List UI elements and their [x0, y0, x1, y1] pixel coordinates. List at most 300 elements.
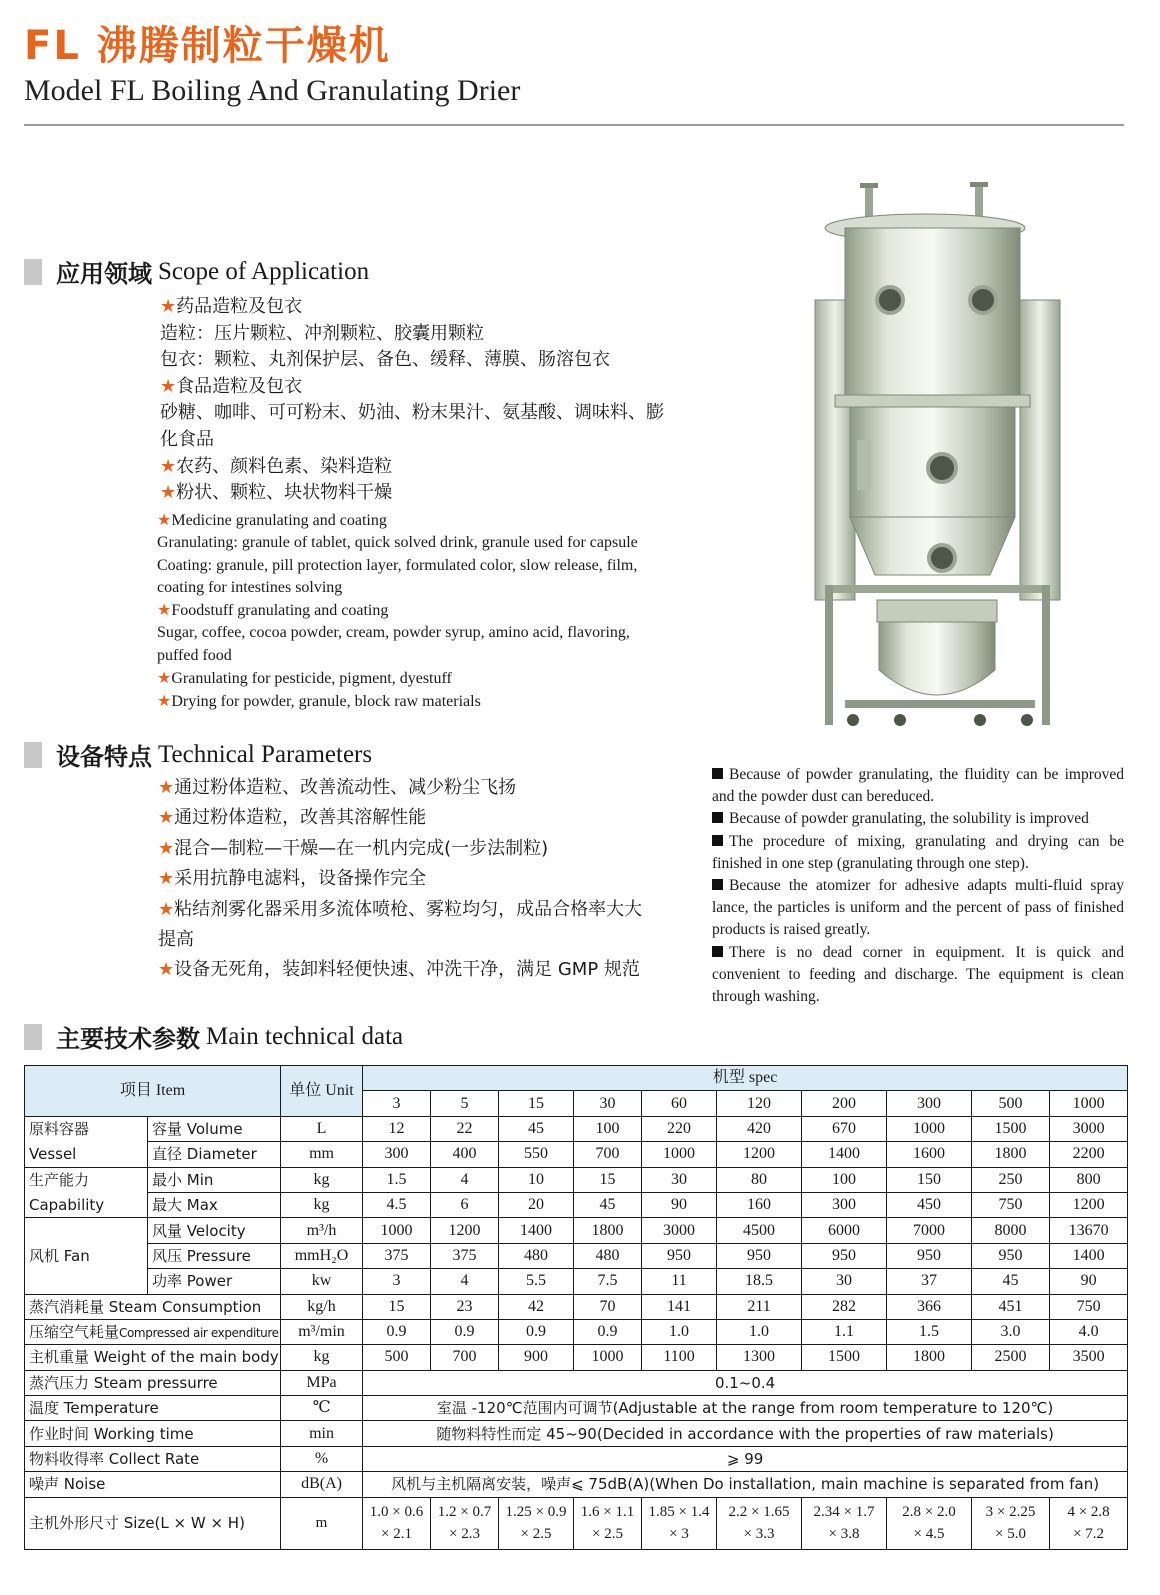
row-label: 物料收得率 Collect Rate	[25, 1446, 281, 1471]
size-line: 1.25 × 0.9	[505, 1504, 567, 1521]
size-line: × 2.3	[449, 1526, 480, 1543]
value-cell: 1.5	[887, 1319, 972, 1344]
list-item-text: The procedure of mixing, granulating and drying can be finished in one step (granulating through one step).	[712, 832, 1124, 872]
row-label-text: 主机重量 Weight of the main body	[29, 1348, 279, 1367]
value-cell: 800	[1050, 1167, 1128, 1192]
spec-cell: 200	[802, 1091, 887, 1116]
table-row	[25, 1446, 1128, 1471]
value-cell: 1800	[574, 1218, 642, 1243]
value-cell: 70	[574, 1294, 642, 1319]
page-title-en: Model FL Boiling And Granulating Drier	[24, 74, 521, 107]
row-label: 风量 Velocity	[148, 1218, 281, 1243]
value-cell: 220	[642, 1116, 717, 1141]
unit-cell: %	[281, 1446, 363, 1471]
size-line: × 3.8	[828, 1526, 860, 1543]
section-title-en: Main technical data	[206, 1022, 404, 1050]
size-cell	[363, 1497, 431, 1549]
star-icon: ★	[158, 959, 175, 981]
section-marker	[24, 259, 42, 285]
list-item	[158, 895, 718, 925]
unit-cell: dB(A)	[281, 1472, 363, 1497]
list-item	[712, 942, 1124, 1009]
value-cell: 1600	[887, 1142, 972, 1167]
list-item	[160, 347, 720, 374]
value-cell: 5.5	[499, 1269, 574, 1294]
value-cell: 1800	[887, 1345, 972, 1370]
list-item-text: Foodstuff granulating and coating	[171, 602, 389, 620]
value-cell: 6	[431, 1192, 499, 1217]
size-cell	[717, 1497, 802, 1549]
size-line: 3 × 2.25	[985, 1504, 1036, 1521]
list-item	[157, 577, 717, 599]
list-item	[157, 667, 717, 690]
value-cell: 4	[431, 1167, 499, 1192]
square-bullet-icon	[712, 812, 723, 823]
row-label: 作业时间 Working time	[25, 1421, 281, 1446]
section-title-cn: 应用领域	[56, 260, 152, 288]
value-cell: 4500	[717, 1218, 802, 1243]
value-cell: 451	[972, 1294, 1050, 1319]
value-cell: 45	[499, 1116, 574, 1141]
value-cell: 0.9	[431, 1319, 499, 1344]
value-cell: 7.5	[574, 1269, 642, 1294]
unit-cell: MPa	[281, 1370, 363, 1395]
list-item	[160, 294, 720, 321]
list-item	[157, 532, 717, 554]
list-item	[157, 622, 717, 644]
value-cell: 80	[717, 1167, 802, 1192]
row-label: 温度 Temperature	[25, 1396, 281, 1421]
unit-cell: m³/h	[281, 1218, 363, 1243]
span-value-cell: 0.1~0.4	[363, 1370, 1128, 1395]
section-title-en: Scope of Application	[158, 257, 370, 285]
size-line: 2.34 × 1.7	[813, 1504, 875, 1521]
size-line: 1.2 × 0.7	[437, 1504, 492, 1521]
span-value-cell: ⩾ 99	[363, 1446, 1128, 1471]
unit-cell: kg/h	[281, 1294, 363, 1319]
row-label-text: 压缩空气耗量	[29, 1322, 120, 1341]
value-cell: 1000	[574, 1345, 642, 1370]
value-cell: 10	[499, 1167, 574, 1192]
spec-cell: 1000	[1050, 1091, 1128, 1116]
star-icon: ★	[158, 837, 175, 859]
square-bullet-icon	[712, 835, 723, 846]
size-line: 2.8 × 2.0	[902, 1504, 956, 1521]
table-row	[25, 1142, 1128, 1167]
square-bullet-icon	[712, 946, 723, 957]
value-cell: 0.9	[499, 1319, 574, 1344]
size-line: 1.6 × 1.1	[580, 1504, 635, 1521]
value-cell: 42	[499, 1294, 574, 1319]
value-cell: 90	[642, 1192, 717, 1217]
table-row	[25, 1396, 1128, 1421]
value-cell: 750	[1050, 1294, 1128, 1319]
group-label: 风机 Fan	[25, 1218, 148, 1294]
unit-cell: ℃	[281, 1396, 363, 1421]
list-item-text: 食品造粒及包衣	[176, 375, 303, 397]
value-cell: 282	[802, 1294, 887, 1319]
list-item-text: 通过粉体造粒、改善流动性、减少粉尘飞扬	[174, 777, 517, 798]
table-row	[25, 1370, 1128, 1395]
value-cell: 22	[431, 1116, 499, 1141]
page-title-cn: FL 沸腾制粒干燥机	[24, 23, 391, 69]
size-line: × 2.1	[381, 1526, 412, 1543]
list-item	[160, 400, 720, 427]
unit-cell: m³/min	[281, 1319, 363, 1344]
star-icon: ★	[157, 691, 172, 711]
value-cell: 250	[972, 1167, 1050, 1192]
square-bullet-icon	[712, 768, 723, 779]
value-cell: 6000	[802, 1218, 887, 1243]
star-icon: ★	[158, 777, 175, 798]
table-row	[25, 1167, 1128, 1192]
value-cell: 1.0	[642, 1319, 717, 1344]
value-cell: 12	[363, 1116, 431, 1141]
value-cell: 7000	[887, 1218, 972, 1243]
list-item	[158, 864, 718, 894]
value-cell: 3.0	[972, 1319, 1050, 1344]
size-line: 1.0 × 0.6	[369, 1504, 424, 1521]
section-marker	[24, 742, 42, 768]
value-cell: 3500	[1050, 1345, 1128, 1370]
value-cell: 30	[642, 1167, 717, 1192]
value-cell: 90	[1050, 1269, 1128, 1294]
spec-cell: 300	[887, 1091, 972, 1116]
section-title-cn: 主要技术参数	[56, 1025, 200, 1053]
size-line: × 4.5	[913, 1526, 945, 1543]
value-cell: 141	[642, 1294, 717, 1319]
table-row	[25, 1421, 1128, 1446]
span-value-cell: 风机与主机隔离安装，噪声⩽ 75dB(A)(When Do installation, main machine is separated from fan)	[363, 1472, 1128, 1497]
spec-cell: 60	[642, 1091, 717, 1116]
table-row	[25, 1116, 1128, 1141]
value-cell: 4.0	[1050, 1319, 1128, 1344]
list-item	[712, 764, 1124, 808]
value-cell: 670	[802, 1116, 887, 1141]
star-icon: ★	[160, 455, 177, 477]
square-bullet-icon	[712, 879, 723, 890]
spec-cell: 500	[972, 1091, 1050, 1116]
section-heading-data	[24, 1019, 403, 1054]
size-cell	[1050, 1497, 1128, 1549]
list-item-text: 砂糖、咖啡、可可粉末、奶油、粉末果汁、氨基酸、调味料、膨	[160, 402, 664, 424]
table-row	[25, 1319, 1128, 1344]
list-item	[157, 509, 717, 532]
value-cell: 700	[574, 1142, 642, 1167]
list-item-text: Because of powder granulating, the solubility is improved	[729, 810, 1089, 828]
list-item-text: 包衣：颗粒、丸剂保护层、备色、缓释、薄膜、肠溶包衣	[160, 349, 610, 371]
list-item	[712, 831, 1124, 875]
size-cell	[972, 1497, 1050, 1549]
size-cell	[574, 1497, 642, 1549]
spec-cell: 3	[363, 1091, 431, 1116]
star-icon: ★	[158, 898, 175, 920]
size-cell	[802, 1497, 887, 1549]
list-item-text: 药品造粒及包衣	[176, 296, 303, 317]
row-label: 最大 Max	[148, 1192, 281, 1217]
list-item	[712, 808, 1124, 830]
value-cell: 100	[574, 1116, 642, 1141]
list-item	[160, 321, 720, 348]
list-item-text: 粉状、颗粒、块状物料干燥	[176, 482, 393, 504]
value-cell: 13670	[1050, 1218, 1128, 1243]
list-item-text: Sugar, coffee, cocoa powder, cream, powder syrup, amino acid, flavoring,	[157, 624, 630, 642]
group-label: Vessel	[25, 1142, 148, 1167]
list-item-text: 化食品	[160, 428, 214, 450]
value-cell: 450	[887, 1192, 972, 1217]
row-label: 蒸汽压力 Steam pressurre	[25, 1370, 281, 1395]
value-cell: 1500	[972, 1116, 1050, 1141]
section-title-en: Technical Parameters	[158, 740, 373, 768]
value-cell: 1400	[1050, 1243, 1128, 1268]
value-cell: 750	[972, 1192, 1050, 1217]
group-label: 原料容器	[25, 1116, 148, 1141]
spec-cell: 5	[431, 1091, 499, 1116]
value-cell: 4.5	[363, 1192, 431, 1217]
value-cell: 700	[431, 1345, 499, 1370]
row-label	[25, 1345, 281, 1370]
value-cell: 500	[363, 1345, 431, 1370]
list-item-text: 粘结剂雾化器采用多流体喷枪、雾粒均匀，成品合格率大大	[174, 898, 643, 920]
table-row	[25, 1345, 1128, 1370]
value-cell: 1.0	[717, 1319, 802, 1344]
value-cell: 480	[574, 1243, 642, 1268]
value-cell: 160	[717, 1192, 802, 1217]
size-line: × 7.2	[1073, 1526, 1105, 1543]
size-line: 4 × 2.8	[1067, 1504, 1110, 1521]
value-cell: 30	[802, 1269, 887, 1294]
spec-cell: 30	[574, 1091, 642, 1116]
features-cn-list	[158, 773, 718, 986]
list-item	[157, 555, 717, 577]
list-item	[158, 773, 718, 803]
value-cell: 15	[574, 1167, 642, 1192]
list-item-text: 农药、颜料色素、染料造粒	[176, 455, 393, 477]
star-icon: ★	[160, 375, 177, 397]
section-title-cn: 设备特点	[56, 743, 152, 771]
value-cell: 45	[574, 1192, 642, 1217]
group-label: 生产能力	[25, 1167, 148, 1192]
value-cell: 1000	[363, 1218, 431, 1243]
value-cell: 15	[363, 1294, 431, 1319]
table-row	[25, 1269, 1128, 1294]
star-icon: ★	[160, 296, 177, 317]
star-icon: ★	[160, 482, 177, 504]
value-cell: 100	[802, 1167, 887, 1192]
size-line: × 2.5	[592, 1526, 623, 1543]
list-item	[157, 645, 717, 667]
list-item-text: puffed food	[157, 646, 232, 664]
value-cell: 300	[363, 1142, 431, 1167]
value-cell: 150	[887, 1167, 972, 1192]
row-label	[25, 1319, 281, 1344]
list-item	[160, 374, 720, 401]
list-item	[158, 925, 718, 955]
unit-cell: min	[281, 1421, 363, 1446]
spec-cell: 120	[717, 1091, 802, 1116]
spec-cell: 15	[499, 1091, 574, 1116]
scope-cn-list	[160, 294, 720, 507]
star-icon: ★	[157, 600, 172, 620]
row-label: 主机外形尺寸 Size(L × W × H)	[25, 1497, 281, 1549]
value-cell: 1500	[802, 1345, 887, 1370]
size-line: × 3.3	[743, 1526, 775, 1543]
list-item	[157, 690, 717, 713]
row-label: 容量 Volume	[148, 1116, 281, 1141]
value-cell: 1000	[642, 1142, 717, 1167]
section-heading-features	[24, 737, 372, 772]
list-item-text: Coating: granule, pill protection layer, formulated color, slow release, film,	[157, 556, 638, 574]
value-cell: 1400	[802, 1142, 887, 1167]
section-heading-scope	[24, 254, 369, 289]
unit-cell: mm	[281, 1142, 363, 1167]
unit-cell: kg	[281, 1167, 363, 1192]
table-row	[25, 1497, 1128, 1549]
value-cell: 480	[499, 1243, 574, 1268]
unit-cell: m	[281, 1497, 363, 1549]
value-cell: 1100	[642, 1345, 717, 1370]
size-line: 1.85 × 1.4	[648, 1504, 710, 1521]
value-cell: 300	[802, 1192, 887, 1217]
list-item-text: There is no dead corner in equipment. It is quick and convenient to feeding and discharge. The equipment is clean through washing.	[712, 943, 1124, 1006]
list-item	[712, 875, 1124, 942]
list-item	[160, 427, 720, 454]
value-cell: 1800	[972, 1142, 1050, 1167]
list-item-text: 采用抗静电滤料，设备操作完全	[174, 868, 427, 890]
value-cell: 900	[499, 1345, 574, 1370]
value-cell: 950	[887, 1243, 972, 1268]
unit-cell: kg	[281, 1345, 363, 1370]
value-cell: 18.5	[717, 1269, 802, 1294]
size-line: × 5.0	[995, 1526, 1026, 1543]
value-cell: 23	[431, 1294, 499, 1319]
value-cell: 45	[972, 1269, 1050, 1294]
table-row	[25, 1243, 1128, 1268]
header-unit: 单位 Unit	[281, 1066, 363, 1117]
list-item-text: Medicine granulating and coating	[171, 512, 387, 529]
scope-en-list	[157, 509, 717, 714]
star-icon: ★	[158, 807, 175, 829]
star-icon: ★	[158, 868, 175, 890]
star-icon: ★	[157, 510, 172, 529]
value-cell: 1.1	[802, 1319, 887, 1344]
value-cell: 950	[642, 1243, 717, 1268]
table-row	[25, 1294, 1128, 1319]
size-line: × 2.5	[520, 1526, 552, 1543]
value-cell: 1200	[717, 1142, 802, 1167]
span-value-cell: 随物料特性而定 45~90(Decided in accordance with the properties of raw materials)	[363, 1421, 1128, 1446]
unit-cell: kg	[281, 1192, 363, 1217]
value-cell: 1300	[717, 1345, 802, 1370]
row-label-text: 蒸汽消耗量 Steam Consumption	[29, 1297, 262, 1316]
list-item	[158, 955, 718, 985]
list-item-text: Granulating: granule of tablet, quick solved drink, granule used for capsule	[157, 534, 638, 552]
value-cell: 950	[717, 1243, 802, 1268]
row-label: 直径 Diameter	[148, 1142, 281, 1167]
value-cell: 4	[431, 1269, 499, 1294]
list-item-text: 造粒：压片颗粒、冲剂颗粒、胶囊用颗粒	[160, 322, 484, 344]
header-spec: 机型 spec	[363, 1066, 1128, 1091]
list-item-text: Because the atomizer for adhesive adapts multi-fluid spray lance, the particles is uniform and the percent of pass of finished products is raised greatly.	[712, 877, 1124, 939]
value-cell: 0.9	[363, 1319, 431, 1344]
value-cell: 8000	[972, 1218, 1050, 1243]
star-icon: ★	[157, 668, 172, 688]
title-divider	[24, 124, 1124, 126]
value-cell: 211	[717, 1294, 802, 1319]
group-label: Capability	[25, 1192, 148, 1217]
value-cell: 3000	[642, 1218, 717, 1243]
row-label	[25, 1294, 281, 1319]
value-cell: 375	[363, 1243, 431, 1268]
features-en-list	[712, 764, 1124, 1008]
section-marker	[24, 1024, 42, 1050]
span-value-cell: 室温 -120℃范围内可调节(Adjustable at the range from room temperature to 120℃)	[363, 1396, 1128, 1421]
value-cell: 2500	[972, 1345, 1050, 1370]
size-cell	[887, 1497, 972, 1549]
value-cell: 1400	[499, 1218, 574, 1243]
unit-cell: L	[281, 1116, 363, 1141]
list-item-text: Because of powder granulating, the fluidity can be improved and the powder dust can bereduced.	[712, 766, 1124, 806]
value-cell: 20	[499, 1192, 574, 1217]
row-label: 功率 Power	[148, 1269, 281, 1294]
list-item-text: coating for intestines solving	[157, 578, 343, 596]
size-cell	[499, 1497, 574, 1549]
value-cell: 3	[363, 1269, 431, 1294]
technical-data-table	[24, 1065, 1128, 1550]
table-row	[25, 1472, 1128, 1497]
list-item	[160, 454, 720, 481]
fluid-bed-dryer-illustration	[805, 180, 1075, 750]
list-item-text: 混合—制粒—干燥—在一机内完成(一步法制粒)	[174, 837, 549, 859]
list-item-text: 通过粉体造粒，改善其溶解性能	[174, 807, 427, 829]
value-cell: 3000	[1050, 1116, 1128, 1141]
row-label: 最小 Min	[148, 1167, 281, 1192]
header-item: 项目 Item	[25, 1066, 281, 1117]
size-cell	[642, 1497, 717, 1549]
list-item-text: 提高	[158, 929, 194, 951]
value-cell: 0.9	[574, 1319, 642, 1344]
value-cell: 1.5	[363, 1167, 431, 1192]
row-label: 噪声 Noise	[25, 1472, 281, 1497]
value-cell: 950	[972, 1243, 1050, 1268]
value-cell: 400	[431, 1142, 499, 1167]
value-cell: 1000	[887, 1116, 972, 1141]
size-line: 2.2 × 1.65	[728, 1504, 790, 1521]
list-item	[157, 599, 717, 622]
table-row	[25, 1192, 1128, 1217]
value-cell: 1200	[1050, 1192, 1128, 1217]
list-item-text: Granulating for pesticide, pigment, dyestuff	[171, 670, 452, 688]
list-item	[158, 834, 718, 864]
value-cell: 2200	[1050, 1142, 1128, 1167]
value-cell: 37	[887, 1269, 972, 1294]
row-label-small: Compressed air expenditure	[119, 1325, 279, 1340]
value-cell: 950	[802, 1243, 887, 1268]
list-item-text: Drying for powder, granule, block raw materials	[171, 693, 481, 711]
value-cell: 366	[887, 1294, 972, 1319]
table-row	[25, 1218, 1128, 1243]
value-cell: 550	[499, 1142, 574, 1167]
unit-cell: kw	[281, 1269, 363, 1294]
list-item	[160, 480, 720, 507]
value-cell: 375	[431, 1243, 499, 1268]
row-label: 风压 Pressure	[148, 1243, 281, 1268]
size-cell	[431, 1497, 499, 1549]
value-cell: 11	[642, 1269, 717, 1294]
value-cell: 420	[717, 1116, 802, 1141]
value-cell: 1200	[431, 1218, 499, 1243]
list-item-text: 设备无死角，装卸料轻便快速、冲洗干净，满足 GMP 规范	[174, 959, 640, 981]
